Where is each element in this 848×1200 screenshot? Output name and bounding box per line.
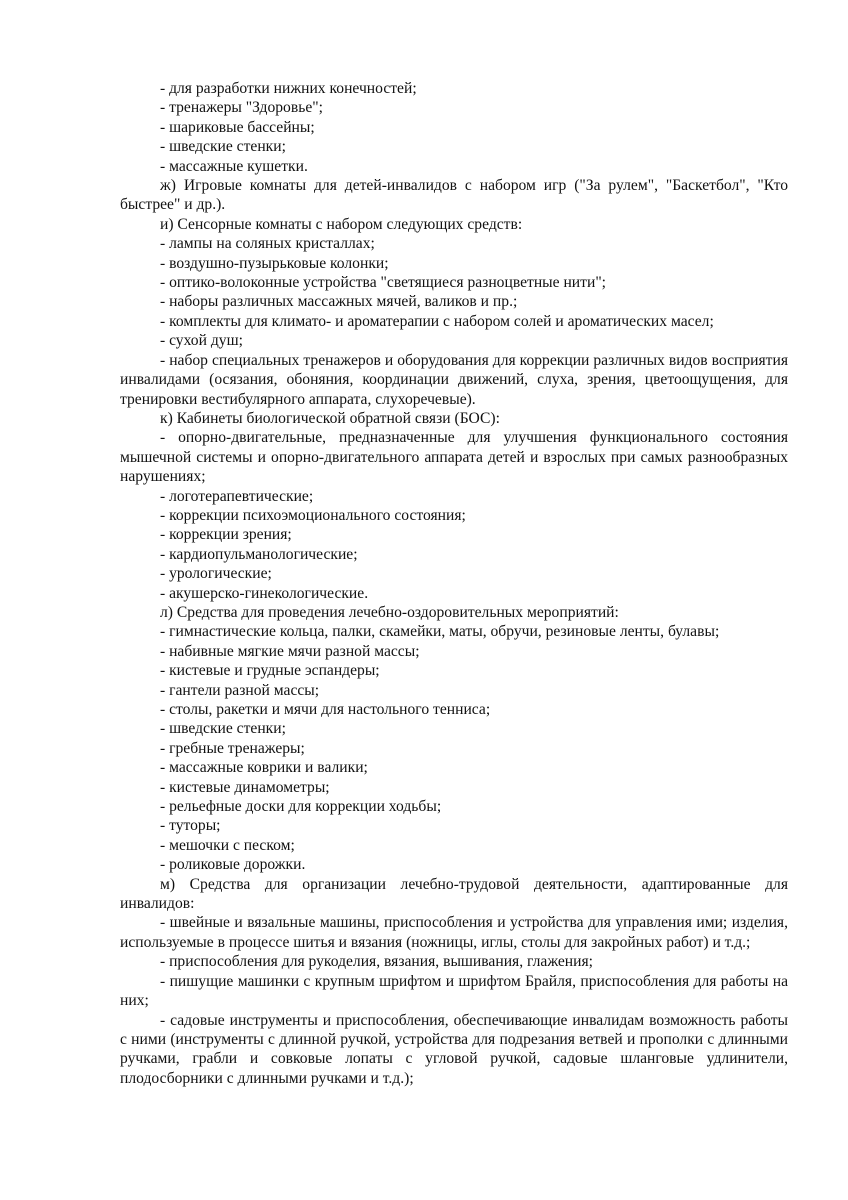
paragraph: - шариковые бассейны; [160, 118, 315, 136]
paragraph: ж) Игровые комнаты для детей-инвалидов с набором игр ("За рулем", "Баскетбол", "Кто быстрее" и др.). [120, 177, 788, 214]
paragraph: - для разработки нижних конечностей; [160, 80, 417, 97]
paragraph: - наборы различных массажных мячей, валиков и пр.; [160, 293, 518, 311]
paragraph: - гантели разной массы; [160, 681, 320, 699]
paragraph: - лампы на соляных кристаллах; [160, 235, 375, 253]
paragraph: - коррекции психоэмоционального состояния; [160, 506, 466, 524]
paragraph: - кистевые и грудные эспандеры; [160, 662, 380, 680]
paragraph: - садовые инструменты и приспособления, обеспечивающие инвалидам возможность работы с ними (инструменты с длинной ручкой, устройства для подрезания ветвей и прополки с длинными ручками, грабли и совковые лопаты с угловой ручкой, садовые шланговые удлинители, плодосборники с длинными ручками и т.д.); [120, 1011, 788, 1087]
paragraph: - комплекты для климато- и ароматерапии с набором солей и ароматических масел; [160, 312, 714, 330]
paragraph: - массажные кушетки. [160, 157, 308, 175]
paragraph: - коррекции зрения; [160, 526, 292, 544]
paragraph: - набивные мягкие мячи разной массы; [160, 642, 420, 660]
paragraph: - кистевые динамометры; [160, 778, 330, 796]
paragraph: - акушерско-гинекологические. [160, 584, 369, 602]
paragraph: - туторы; [160, 817, 221, 835]
paragraph: - шведские стенки; [160, 138, 286, 156]
paragraph: - пишущие машинки с крупным шрифтом и шрифтом Брайля, приспособления для работы на них; [120, 972, 788, 1010]
paragraph: - мешочки с песком; [160, 836, 295, 854]
paragraph: - оптико-волоконные устройства "светящиеся разноцветные нити"; [160, 274, 607, 292]
paragraph: - урологические; [160, 565, 272, 583]
paragraph: - гимнастические кольца, палки, скамейки, маты, обручи, резиновые ленты, булавы; [160, 623, 720, 641]
paragraph: - шведские стенки; [160, 720, 286, 738]
paragraph: - гребные тренажеры; [160, 739, 305, 757]
paragraph: - опорно-двигательные, предназначенные для улучшения функционального состояния мышечной системы и опорно-двигательного аппарата детей и взрослых при самых разнообразных нарушениях; [120, 429, 788, 486]
paragraph: и) Сенсорные комнаты с набором следующих средств: [160, 215, 523, 233]
paragraph: - набор специальных тренажеров и оборудования для коррекции различных видов восприятия инвалидами (осязания, обоняния, координации движений, слуха, зрения, цветоощущения, для тренировки вестибулярного аппарата, слухоречевые). [120, 351, 788, 408]
paragraph: м) Средства для организации лечебно-трудовой деятельности, адаптированные для инвалидов: [120, 875, 788, 913]
paragraph: л) Средства для проведения лечебно-оздоровительных мероприятий: [160, 603, 619, 621]
paragraph: - кардиопульманологические; [160, 545, 358, 563]
paragraph: к) Кабинеты биологической обратной связи (БОС): [160, 409, 500, 427]
paragraph: - массажные коврики и валики; [160, 759, 368, 777]
paragraph: - рельефные доски для коррекции ходьбы; [160, 798, 442, 816]
paragraph: - воздушно-пузырьковые колонки; [160, 254, 389, 272]
document-page [120, 79, 788, 1088]
paragraph: - сухой душ; [160, 332, 243, 350]
paragraph: - приспособления для рукоделия, вязания, вышивания, глажения; [160, 953, 594, 971]
paragraph: - тренажеры "Здоровье"; [160, 99, 323, 117]
paragraph: - швейные и вязальные машины, приспособления и устройства для управления ими; изделия, используемые в процессе шитья и вязания (ножницы, иглы, столы для закройных работ) и т.д.; [120, 914, 788, 951]
paragraph: - роликовые дорожки. [160, 856, 306, 874]
paragraph: - логотерапевтические; [160, 487, 314, 505]
paragraph: - столы, ракетки и мячи для настольного тенниса; [160, 701, 491, 718]
